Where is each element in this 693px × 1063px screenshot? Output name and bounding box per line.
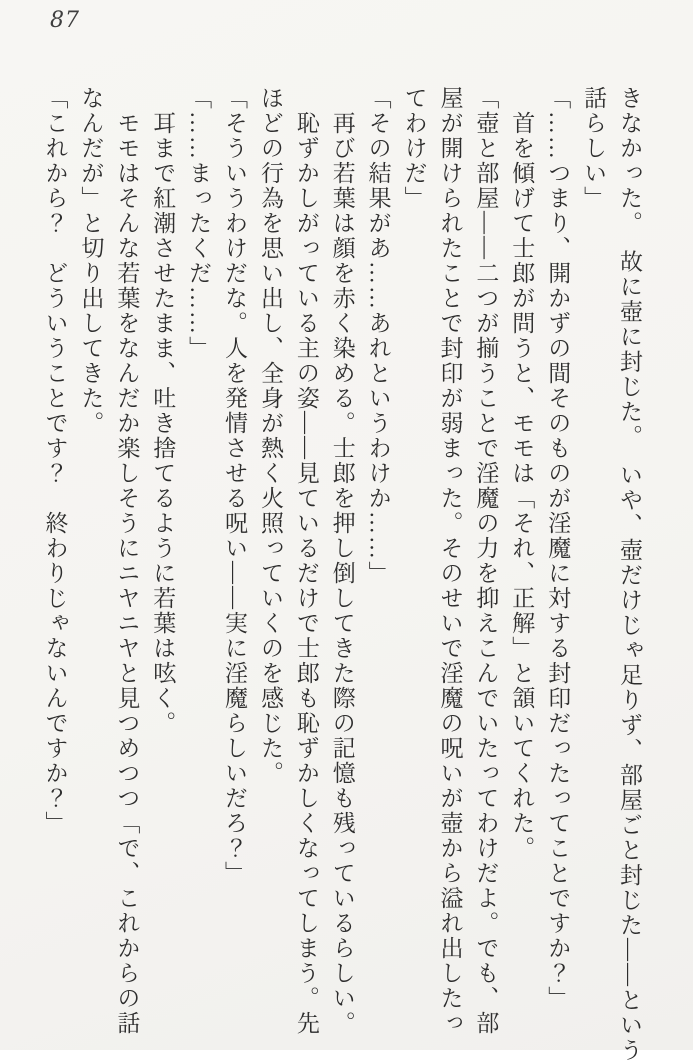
text-line: 「壺と部屋——二つが揃うことで淫魔の力を抑えこんでいたってわけだよ。でも、部: [473, 86, 499, 1036]
text-line: 「その結果があ……あれというわけか……」: [365, 86, 391, 586]
page-number: 87: [50, 8, 80, 33]
text-line: なんだが」と切り出してきた。: [78, 86, 104, 436]
text-line: 「……つまり、開かずの間そのものが淫魔に対する封印だったってことですか？」: [545, 86, 571, 1011]
text-line: てわけだ」: [401, 86, 427, 211]
text-line: 「そういうわけだな。人を発情させる呪い——実に淫魔らしいだろ？」: [222, 86, 248, 886]
vertical-text-block: [35, 86, 647, 1063]
text-line: 屋が開けられたことで封印が弱まった。そのせいで淫魔の呪いが壺から溢れ出したっ: [437, 86, 463, 1036]
text-line: 話らしい」: [581, 86, 607, 211]
text-line: モモはそんな若葉をなんだか楽しそうにニヤニヤと見つめつつ「で、これからの話: [114, 111, 140, 1036]
text-line: ほどの行為を思い出し、全身が熱く火照っていくのを感じた。: [257, 86, 283, 786]
text-line: 首を傾げて士郎が問うと、モモは「それ、正解」と頷いてくれた。: [509, 111, 535, 861]
text-line: きなかった。 故に壺に封じた。 いや、壺だけじゃ足りず、部屋ごと封じた——という: [617, 86, 642, 1063]
text-line: 耳まで紅潮させたまま、吐き捨てるように若葉は呟く。: [150, 111, 176, 736]
text-line: 「……まったくだ……」: [186, 86, 212, 361]
text-line: 恥ずかしがっている主の姿——見ているだけで士郎も恥ずかしくなってしまう。先: [293, 111, 319, 1036]
text-line: 再び若葉は顔を赤く染める。士郎を押し倒してきた際の記憶も残っているらしい。: [329, 111, 355, 1036]
text-line: 「これから？ どういうことです？ 終わりじゃないんですか？」: [42, 86, 68, 836]
